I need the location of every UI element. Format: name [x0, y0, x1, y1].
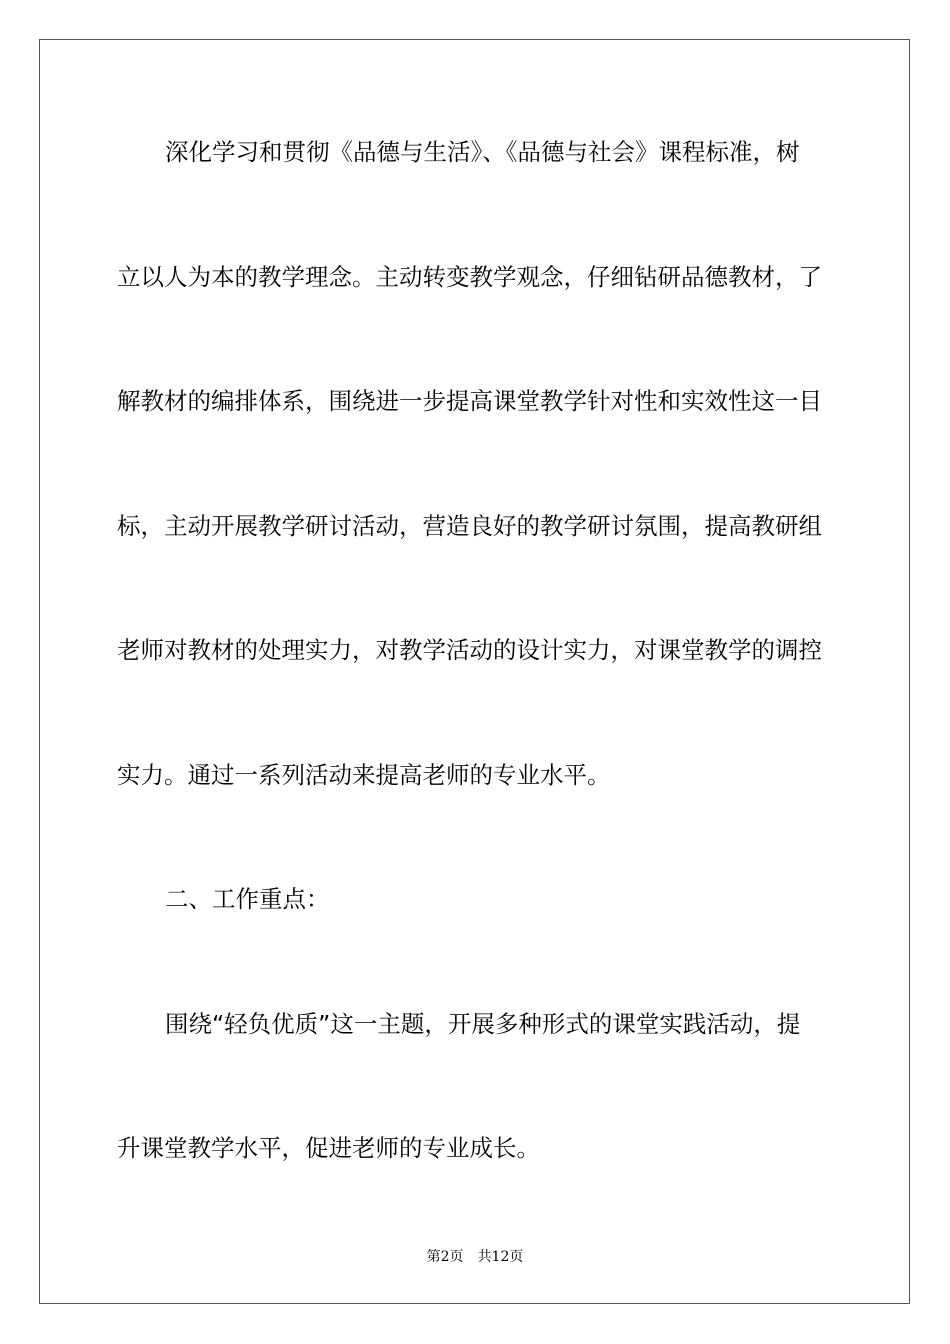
paragraph-3-line-1: 围绕“轻负优质”这一主题，开展多种形式的课堂实践活动，提 [165, 1010, 801, 1038]
paragraph-3-line-2: 升课堂教学水平，促进老师的专业成长。 [117, 1134, 540, 1162]
paragraph-1-line-3: 解教材的编排体系，围绕进一步提高课堂教学针对性和实效性这一目 [117, 387, 822, 415]
total-pages-label: 共12页 [477, 1249, 524, 1265]
paragraph-1-line-5: 老师对教材的处理实力，对教学活动的设计实力，对课堂教学的调控 [117, 636, 822, 664]
current-page-label: 第2页 [426, 1249, 464, 1265]
page-border [39, 39, 910, 1304]
paragraph-1-line-1: 深化学习和贯彻《品德与生活》、《品德与社会》课程标准，树 [165, 138, 800, 166]
section-heading: 二、工作重点： [165, 885, 330, 913]
paragraph-1-line-2: 立以人为本的教学理念。主动转变教学观念，仔细钻研品德教材，了 [117, 263, 822, 291]
paragraph-1-line-4: 标，主动开展教学研讨活动，营造良好的教学研讨氛围，提高教研组 [117, 512, 822, 540]
paragraph-1-line-6: 实力。通过一系列活动来提高老师的专业水平。 [117, 761, 611, 789]
page-footer [0, 1248, 950, 1266]
